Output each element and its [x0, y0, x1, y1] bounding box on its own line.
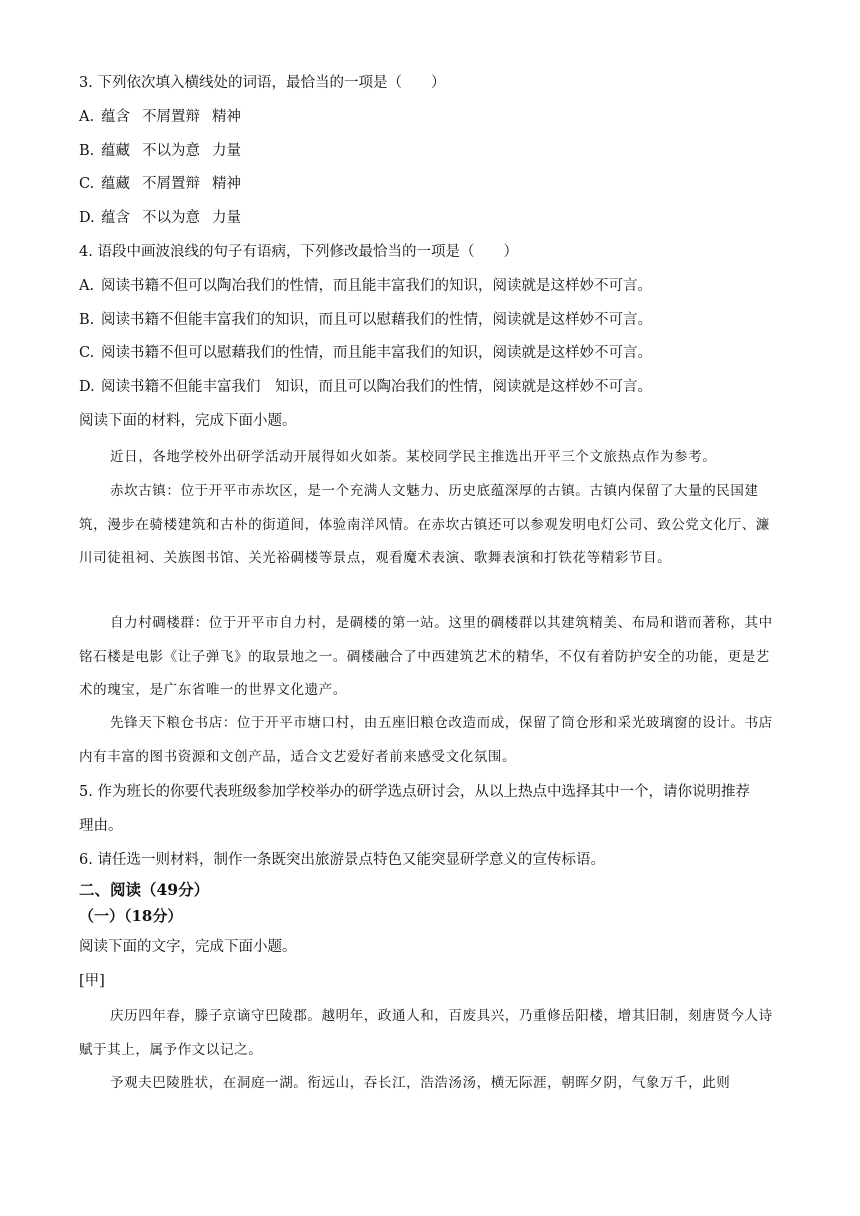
- paragraph-text: 近日，各地学校外出研学活动开展得如火如荼。某校同学民主推选出开平三个文旅热点作为参考。: [110, 449, 717, 465]
- paragraph-text: 庆历四年春，滕子京谪守巴陵郡。越明年，政通人和，百废具兴，乃重修岳阳楼，增其旧制，刻唐贤今人诗赋于其上，属予作文以记之。: [79, 1008, 773, 1058]
- question-4-stem: 4. 语段中画波浪线的句子有语病，下列修改最恰当的一项是（ ）: [79, 244, 518, 260]
- option-word: 精神: [212, 176, 241, 192]
- material-intro: 阅读下面的材料，完成下面小题。: [79, 413, 297, 429]
- question-3-option-a[interactable]: [79, 107, 241, 127]
- option-label: B.: [79, 312, 95, 328]
- question-5-line1: 5. 作为班长的你要代表班级参加学校举办的研学选点研讨会，从以上热点中选择其中一个，请你说明推荐: [79, 784, 750, 800]
- classical-paragraph: [79, 1067, 781, 1101]
- paragraph-text: 自力村碉楼群：位于开平市自力村，是碉楼的第一站。这里的碉楼群以其建筑精美、布局和谐而著称，其中铭石楼是电影《让子弹飞》的取景地之一。碉楼融合了中西建筑艺术的精华，不仅有着防护安全的功能，更是艺术的瑰宝，是广东省唯一的世界文化遗产。: [79, 615, 773, 698]
- option-label: A.: [79, 109, 95, 125]
- option-word: 力量: [212, 143, 241, 159]
- option-word: 精神: [212, 109, 241, 125]
- question-4-option-d[interactable]: [79, 377, 652, 397]
- option-label: A.: [79, 278, 95, 294]
- classical-paragraph: [79, 1000, 781, 1067]
- option-text: 阅读书籍不但可以陶冶我们的性情，而且能丰富我们的知识，阅读就是这样妙不可言。: [101, 278, 652, 294]
- passage-label: [甲]: [79, 973, 105, 989]
- option-word: 不以为意: [142, 210, 200, 226]
- option-word: 蕴藏: [101, 143, 130, 159]
- question-6: 6. 请任选一则材料，制作一条既突出旅游景点特色又能突显研学意义的宣传标语。: [79, 852, 605, 868]
- material-paragraph: [79, 707, 781, 774]
- material-paragraph: [79, 475, 781, 576]
- option-word: 不屑置辩: [142, 109, 200, 125]
- material-paragraph: [79, 441, 781, 475]
- paragraph-text: 赤坎古镇：位于开平市赤坎区，是一个充满人文魅力、历史底蕴深厚的古镇。古镇内保留了大量的民国建筑，漫步在骑楼建筑和古朴的街道间，体验南洋风情。在赤坎古镇还可以参观发明电灯公司、致公党文化厅、濂川司徒祖祠、关族图书馆、关光裕碉楼等景点，观看魔术表演、歌舞表演和打铁花等精彩节目。: [79, 483, 770, 566]
- question-3-stem: 3. 下列依次填入横线处的词语，最恰当的一项是（ ）: [79, 75, 446, 91]
- question-3-option-d[interactable]: [79, 208, 241, 228]
- material-paragraph: [79, 607, 781, 708]
- section-subheading: （一）（18分）: [79, 907, 183, 925]
- question-3-option-c[interactable]: [79, 174, 241, 194]
- question-4-option-a[interactable]: [79, 276, 652, 296]
- option-label: B.: [79, 143, 95, 159]
- section-heading: 二、阅读（49分）: [79, 880, 210, 899]
- option-word: 不屑置辩: [142, 176, 200, 192]
- option-label: D.: [79, 379, 95, 395]
- option-label: C.: [79, 345, 95, 361]
- option-label: C.: [79, 176, 95, 192]
- option-word: 力量: [212, 210, 241, 226]
- paragraph-text: 予观夫巴陵胜状，在洞庭一湖。衔远山，吞长江，浩浩汤汤，横无际涯，朝晖夕阴，气象万千，此则: [110, 1075, 731, 1091]
- question-4-option-c[interactable]: [79, 343, 652, 363]
- question-3-option-b[interactable]: [79, 141, 241, 161]
- option-text: 阅读书籍不但能丰富我们 知识，而且可以陶冶我们的性情，阅读就是这样妙不可言。: [101, 379, 652, 395]
- option-word: 蕴含: [101, 109, 130, 125]
- option-word: 蕴藏: [101, 176, 130, 192]
- reading-intro: 阅读下面的文字，完成下面小题。: [79, 939, 297, 955]
- option-text: 阅读书籍不但可以慰藉我们的性情，而且能丰富我们的知识，阅读就是这样妙不可言。: [101, 345, 652, 361]
- question-4-option-b[interactable]: [79, 310, 652, 330]
- paragraph-text: 先锋天下粮仓书店：位于开平市塘口村，由五座旧粮仓改造而成，保留了筒仓形和采光玻璃窗的设计。书店内有丰富的图书资源和文创产品，适合文艺爱好者前来感受文化氛围。: [79, 715, 773, 765]
- option-word: 蕴含: [101, 210, 130, 226]
- option-label: D.: [79, 210, 95, 226]
- option-word: 不以为意: [142, 143, 200, 159]
- option-text: 阅读书籍不但能丰富我们的知识，而且可以慰藉我们的性情，阅读就是这样妙不可言。: [101, 312, 652, 328]
- question-5-line2: 理由。: [79, 818, 123, 834]
